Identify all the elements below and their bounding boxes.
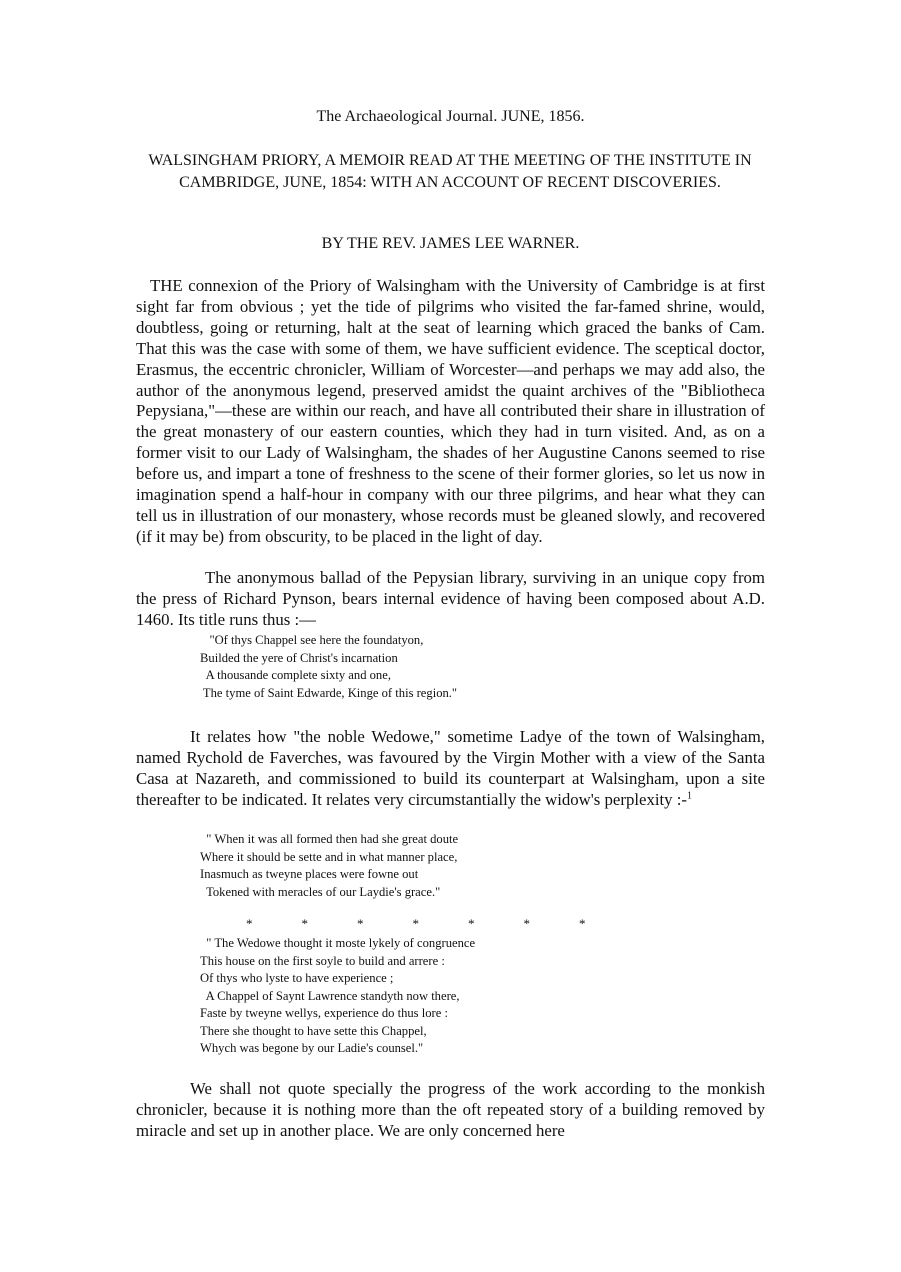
verse-line: Tokened with meracles of our Laydie's grace.": [200, 884, 441, 899]
verse-line: A thousande complete sixty and one,: [200, 668, 391, 682]
asterisk: *: [579, 916, 586, 931]
verse-line: " When it was all formed then had she great doute: [200, 832, 459, 846]
verse-line: Builded the yere of Christ's incarnation: [200, 650, 398, 665]
asterisk: *: [412, 916, 419, 931]
paragraph-1: THE connexion of the Priory of Walsingham with the University of Cambridge is at first sight far from obvious ; yet the tide of pilgrims who visited the far-famed shrine, would, doubtless, going or returning, halt at the seat of learning which graced the banks of Cam. That this was the case with some of them, we have sufficient evidence. The sceptical doctor, Erasmus, the eccentric chronicler, William of Worcester—and perhaps we may add also, the author of the anonymous legend, preserved amidst the quaint archives of the "Bibliotheca Pepysiana,"—these are within our reach, and have all contributed their share in illustration of the great monastery of our eastern counties, which they had in turn visited. And, as on a former visit to our Lady of Walsingham, the shades of her Augustine Canons seemed to rise before us, and impart a tone of freshness to the scene of their former glories, so let us now in imagination spend a half-hour in company with our three pilgrims, and hear what they can tell us in illustration of our monastery, whose records must be gleaned slowly, and recovered (if it may be) from obscurity, to be placed in the light of day.: [136, 276, 765, 546]
verse-line: Inasmuch as tweyne places were fowne out: [200, 867, 419, 881]
verse-congruence: [200, 935, 475, 1058]
verse-line: The tyme of Saint Edwarde, Kinge of this region.": [200, 685, 458, 700]
asterisk: *: [523, 916, 530, 931]
asterisk: *: [301, 916, 308, 931]
journal-header: The Archaeological Journal. JUNE, 1856.: [316, 108, 585, 125]
paragraph-4: We shall not quote specially the progress of the work according to the monkish chronicler, because it is nothing more than the oft repeated story of a building removed by miracle and set up in another place. We are only concerned here: [136, 1079, 765, 1140]
footnote-marker[interactable]: 1: [687, 790, 693, 802]
verse-line: " The Wedowe thought it moste lykely of congruence: [200, 936, 476, 950]
verse-line: This house on the first soyle to build and arrere :: [200, 953, 445, 968]
verse-line: Where it should be sette and in what manner place,: [200, 849, 458, 864]
asterisk: *: [357, 916, 364, 931]
asterism-divider: [246, 916, 635, 932]
author-line: BY THE REV. JAMES LEE WARNER.: [321, 235, 580, 252]
verse-line: "Of thys Chappel see here the foundatyon,: [200, 633, 424, 647]
verse-line: There she thought to have sette this Chappel,: [200, 1023, 427, 1038]
verse-line: Whych was begone by our Ladie's counsel.": [200, 1041, 424, 1055]
verse-perplexity: [200, 831, 458, 901]
paragraph-3-text: It relates how "the noble Wedowe," sometime Ladye of the town of Walsingham, named Rychold de Faverches, was favoured by the Virgin Mother with a view of the Santa Casa at Nazareth, and commissioned to build its counterpart at Walsingham, upon a site thereafter to be indicated. It relates very circumstantially the widow's perplexity :-: [136, 727, 765, 809]
article-title: WALSINGHAM PRIORY, A MEMOIR READ AT THE MEETING OF THE INSTITUTE IN CAMBRIDGE, JUNE, 1854: WITH AN ACCOUNT OF RECENT DISCOVERIES.: [148, 152, 752, 191]
asterisk: *: [246, 916, 253, 931]
verse-title: [200, 632, 457, 702]
asterisk: *: [468, 916, 475, 931]
paragraph-3: [136, 727, 765, 811]
verse-line: Faste by tweyne wellys, experience do thus lore :: [200, 1006, 448, 1020]
verse-line: A Chappel of Saynt Lawrence standyth now there,: [200, 988, 460, 1003]
paragraph-2: The anonymous ballad of the Pepysian library, surviving in an unique copy from the press of Richard Pynson, bears internal evidence of having been composed about A.D. 1460. Its title runs thus :—: [136, 568, 765, 629]
verse-line: Of thys who lyste to have experience ;: [200, 971, 394, 985]
